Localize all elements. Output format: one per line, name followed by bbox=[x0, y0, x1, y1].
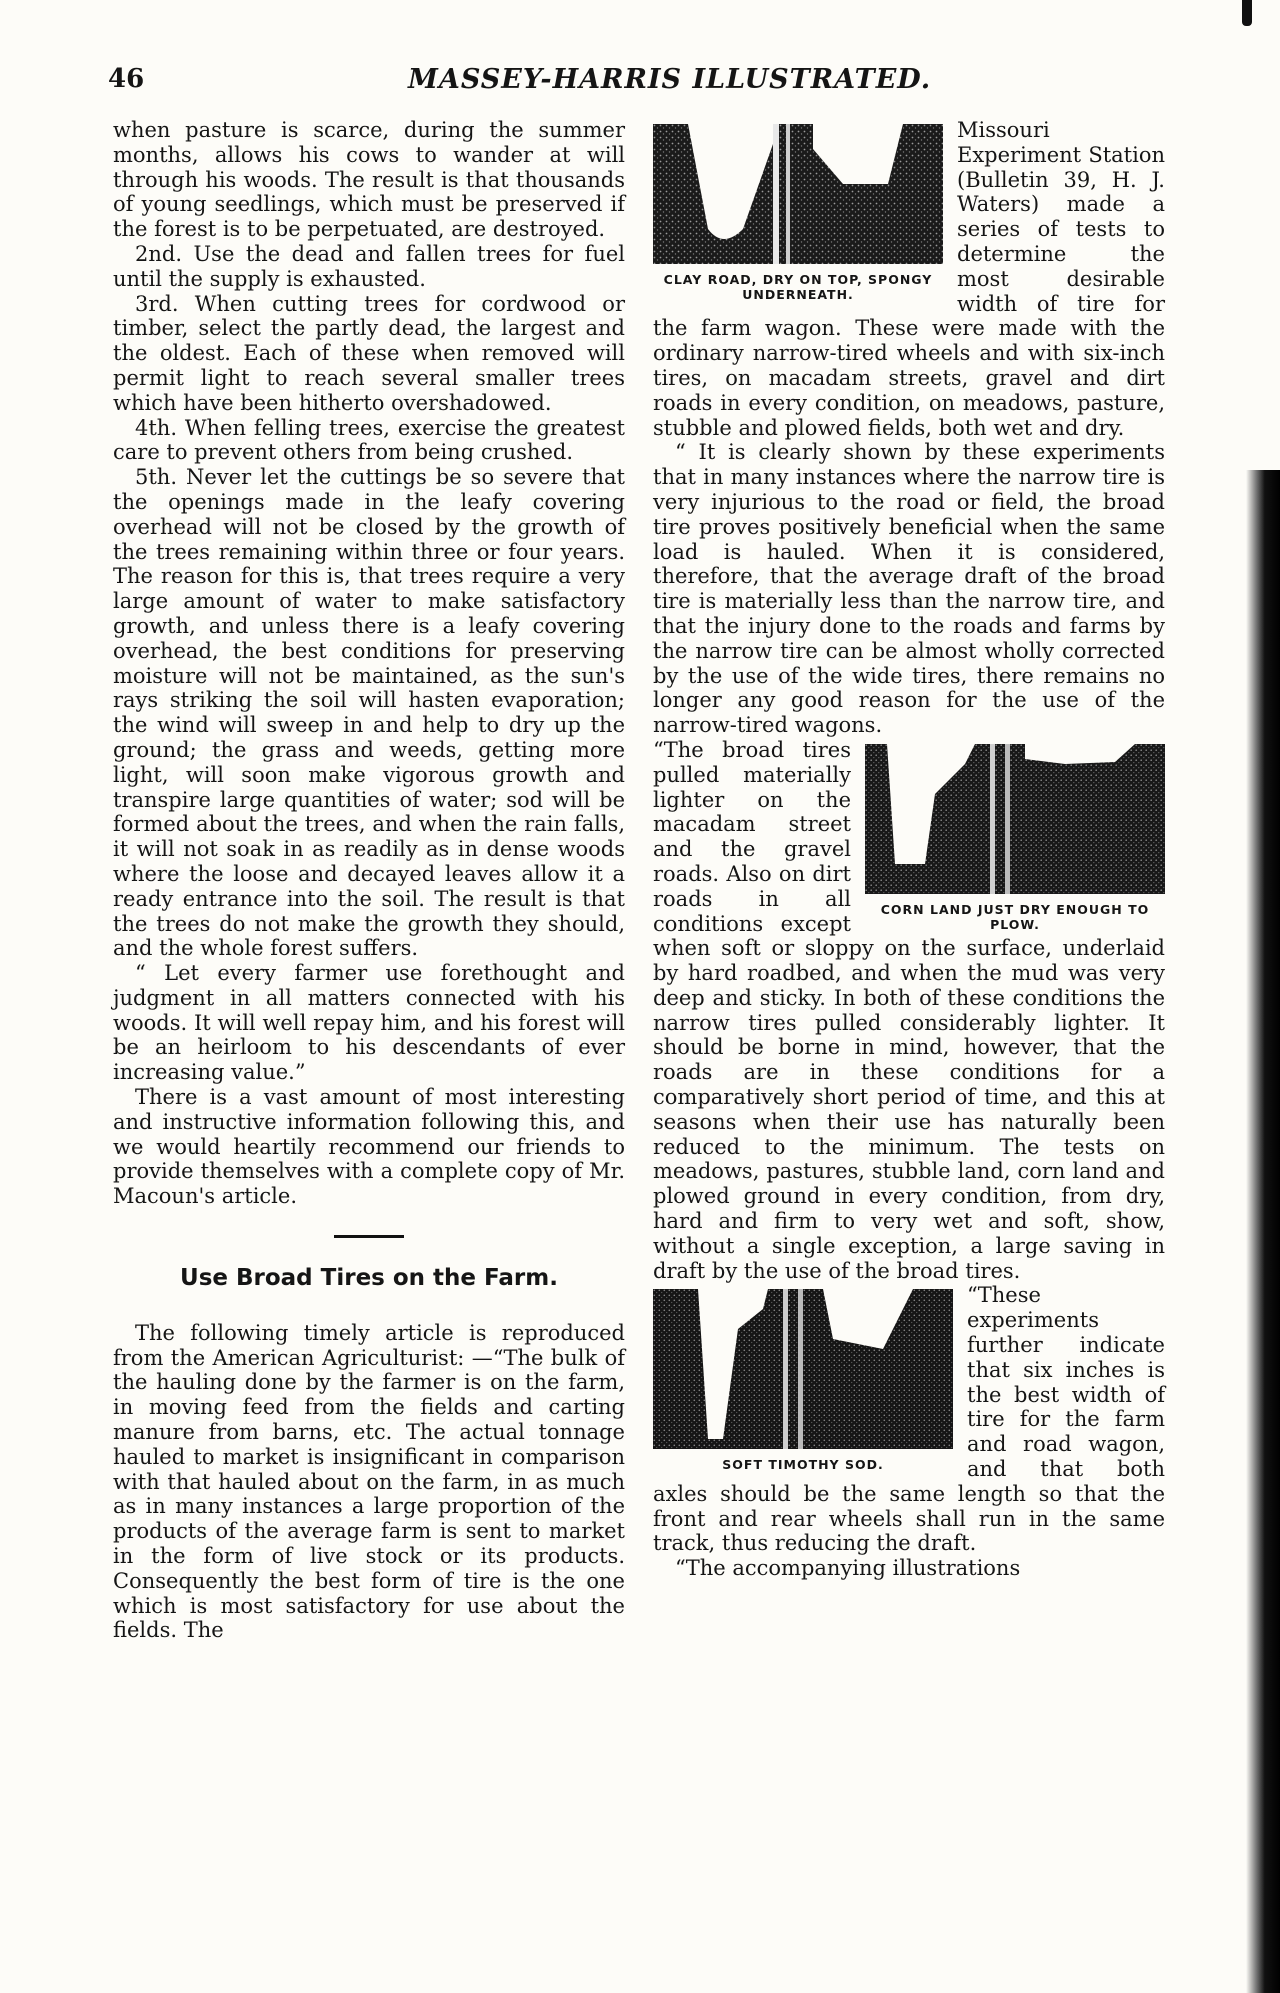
right-column bbox=[653, 118, 1165, 1581]
paragraph: “ Let every farmer use forethought and judgment in all matters connected with his woods. It will well repay him, and his forest will be an heirloom to his descendants of ever increasing value.” bbox=[113, 961, 625, 1085]
timothy-sod-illustration bbox=[653, 1289, 953, 1449]
figure-corn-land bbox=[865, 744, 1165, 932]
article-headline: Use Broad Tires on the Farm. bbox=[180, 1265, 558, 1292]
paragraph: “ It is clearly shown by these experiments that in many instances where the narrow tire is very injurious to the road or field, the broad tire proves positively beneficial when the same load is hauled. When it is considered, therefore, that the average draft of the broad tire is materially less than the narrow tire, and that the injury done to the roads and farms by the narrow tire can be almost wholly corrected by the use of the wide tires, there remains no longer any good reason for the use of the narrow-tired wagons. bbox=[653, 440, 1165, 738]
corn-land-illustration bbox=[865, 744, 1165, 894]
paragraph: when pasture is scarce, during the summer months, allows his cows to wander at will through his woods. The result is that thousands of young seedlings, which must be preserved if the forest is to be perpetuated, are destroyed. bbox=[113, 118, 625, 242]
paragraph: The following timely article is reproduced from the American Agriculturist: —“The bulk of the hauling done by the farmer is on the farm, in moving feed from the fields and carting manure from barns, etc. The actual tonnage hauled to market is insignificant in comparison with that hauled about on the farm, in as much as in many instances a large proportion of the products of the average farm is sent to market in the form of live stock or its products. Consequently the best form of tire is the one which is most satisfactory for use about the fields. The bbox=[113, 1320, 625, 1643]
left-column bbox=[113, 118, 625, 1643]
figure-caption: SOFT TIMOTHY SOD. bbox=[722, 1457, 884, 1473]
paragraph: 3rd. When cutting trees for cordwood or timber, select the partly dead, the largest and the oldest. Each of these when removed will permit light to reach several smaller trees which have been hitherto overshadowed. bbox=[113, 291, 625, 415]
paragraph: 5th. Never let the cuttings be so severe that the openings made in the leafy covering overhead will not be closed by the growth of the trees remaining within three or four years. The reason for this is, that trees require a very large amount of water to make satisfactory growth, and unless there is a leafy covering overhead, the best conditions for preserving moisture will not be maintained, as the sun's rays striking the soil will hasten evaporation; the wind will sweep in and help to dry up the ground; the grass and weeds, getting more light, will soon make vigorous growth and transpire large quantities of water; sod will be formed about the trees, and when the rain falls, it will not soak in as readily as in dense woods where the loose and decayed leaves allow it a ready entrance into the soil. The result is that the trees do not make the growth they should, and the whole forest suffers. bbox=[113, 465, 625, 961]
figure-caption: CLAY ROAD, DRY ON TOP, SPONGY UNDERNEATH. bbox=[663, 272, 933, 302]
scan-corner-mark bbox=[1242, 0, 1252, 26]
paragraph: 4th. When felling trees, exercise the greatest care to prevent others from being crushed. bbox=[113, 415, 625, 465]
scan-page-edge bbox=[1246, 470, 1280, 1993]
paragraph: 2nd. Use the dead and fallen trees for fuel until the supply is exhausted. bbox=[113, 241, 625, 291]
paragraph-text: Missouri Experiment Station (Bulletin 39, H. J. Waters) made a series of tests to determine the most desirable width of tire for the farm wagon. These were made with the ordinary narrow-tired wheels and with six-inch tires, on macadam streets, gravel and dirt roads in every condition, on meadows, pasture, stubble and plowed fields, both wet and dry. bbox=[653, 118, 1165, 440]
clay-road-illustration bbox=[653, 124, 943, 264]
figure-caption: CORN LAND JUST DRY ENOUGH TO PLOW. bbox=[880, 901, 1150, 932]
paragraph: There is a vast amount of most interesting and instructive information following this, and we would heartily recommend our friends to provide themselves with a complete copy of Mr. Macoun's article. bbox=[113, 1085, 625, 1209]
figure-clay-road bbox=[653, 124, 943, 302]
journal-title: MASSEY-HARRIS ILLUSTRATED. bbox=[408, 64, 932, 95]
section-divider bbox=[334, 1235, 404, 1238]
running-header bbox=[108, 60, 1178, 100]
paragraph: “The accompanying illustrations bbox=[675, 1556, 1021, 1581]
paragraph-text: “The broad tires pulled materially lighter on the macadam street and the gravel roads. Also on dirt roads in all conditions except when soft or sloppy on the surface, underlaid by hard roadbed, and when the mud was very deep and sticky. In both of these conditions the narrow tires pulled considerably lighter. It should be borne in mind, however, that the roads are in these conditions for a comparatively short period of time, and this at seasons when their use has naturally been reduced to the minimum. The tests on meadows, pastures, stubble land, corn land and plowed ground in every condition, from dry, hard and firm to very wet and soft, show, without a single exception, a large saving in draft by the use of the broad tires. bbox=[653, 737, 1165, 1283]
figure-timothy-sod bbox=[653, 1289, 953, 1472]
paragraph-text: “These experiments further indicate that six inches is the best width of tire for the farm and road wagon, and that both axles should be the same length so that the front and rear wheels shall run in the same track, thus reducing the draft. bbox=[653, 1283, 1165, 1556]
page-number: 46 bbox=[108, 64, 145, 94]
